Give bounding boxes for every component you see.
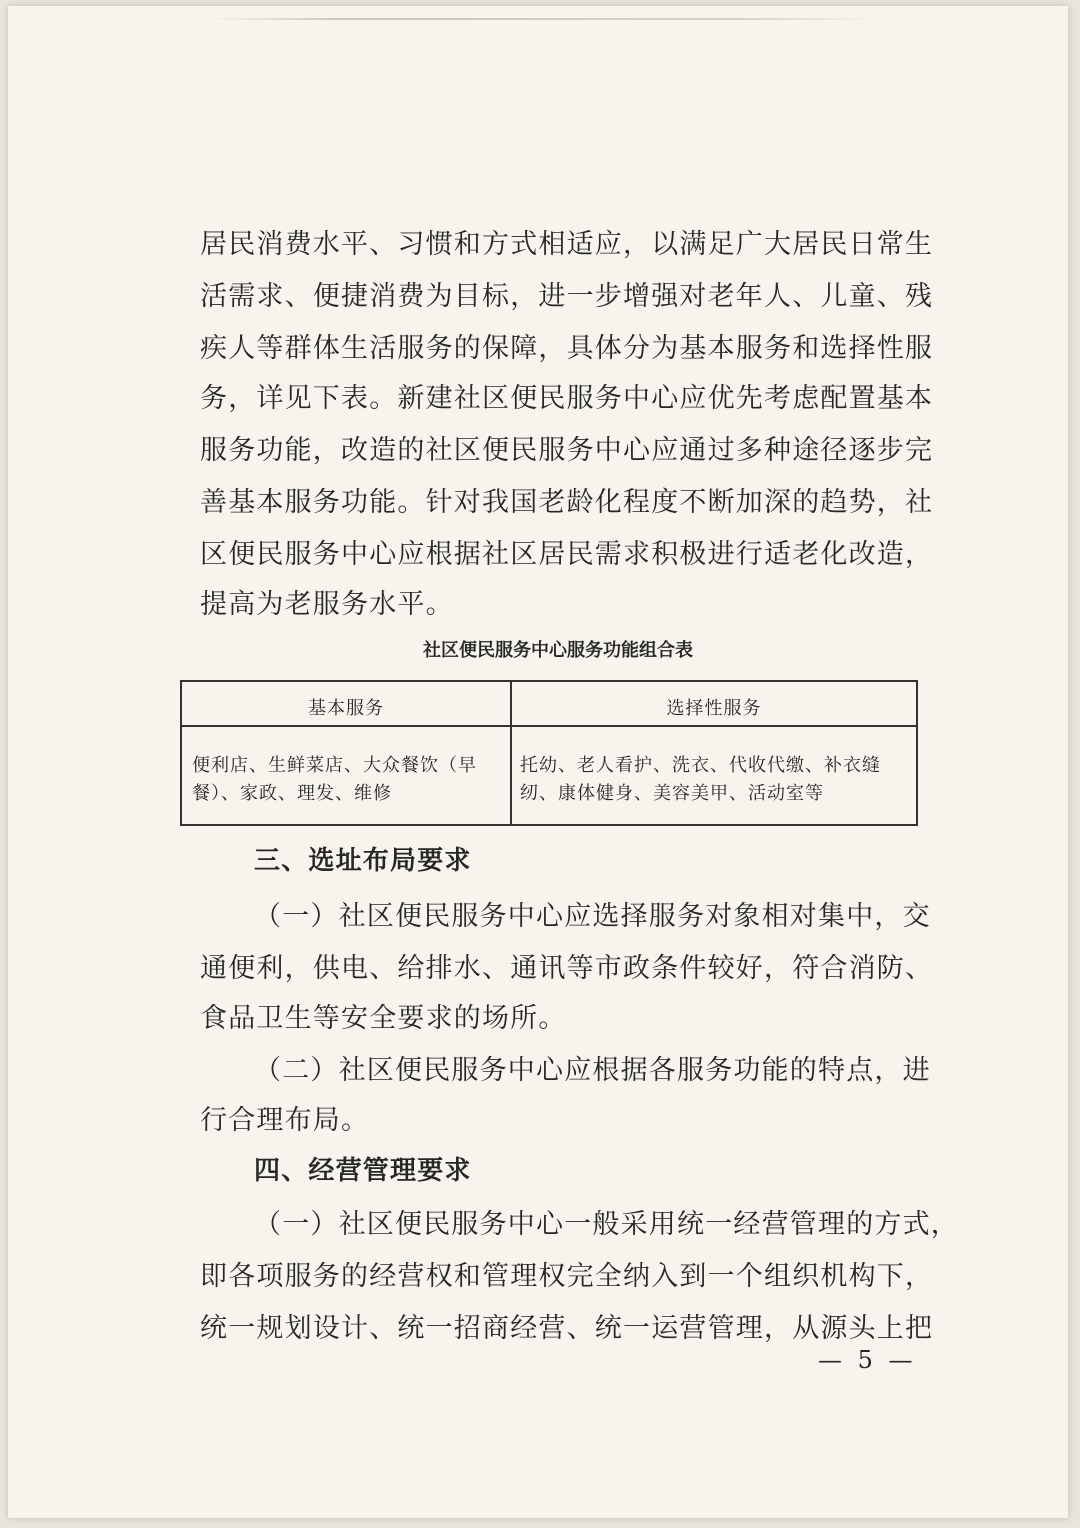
- service-function-table: [180, 680, 918, 826]
- text-line: 食品卫生等安全要求的场所。: [200, 1003, 567, 1034]
- text-line: 服务功能，改造的社区便民服务中心应通过多种途径逐步完: [200, 435, 934, 466]
- scan-edge-line: [208, 18, 878, 20]
- text-line: 疾人等群体生活服务的保障，具体分为基本服务和选择性服: [200, 333, 934, 364]
- text-line: 通便利，供电、给排水、通讯等市政条件较好，符合消防、: [200, 953, 934, 984]
- table-title: 社区便民服务中心服务功能组合表: [423, 640, 693, 661]
- section-heading-3: 三、选址布局要求: [254, 846, 472, 876]
- text-line: 居民消费水平、习惯和方式相适应，以满足广大居民日常生: [200, 229, 934, 260]
- text-line: 提高为老服务水平。: [200, 589, 454, 620]
- text-line: （一）社区便民服务中心一般采用统一经营管理的方式，: [254, 1209, 959, 1240]
- text-line: 活需求、便捷消费为目标，进一步增强对老年人、儿童、残: [200, 281, 934, 312]
- text-line: 区便民服务中心应根据社区居民需求积极进行适老化改造，: [200, 539, 934, 570]
- page-number: — 5 —: [818, 1346, 917, 1374]
- table-header-basic: 基本服务: [308, 698, 384, 719]
- cell-line: 便利店、生鲜菜店、大众餐饮（早: [192, 755, 477, 776]
- text-line: （一）社区便民服务中心应选择服务对象相对集中，交: [254, 901, 931, 932]
- cell-line: 托幼、老人看护、洗衣、代收代缴、补衣缝: [520, 755, 881, 776]
- cell-line: 纫、康体健身、美容美甲、活动室等: [520, 783, 824, 804]
- table-cell-basic: [192, 752, 508, 808]
- text-line: 行合理布局。: [200, 1105, 370, 1136]
- table-header-optional: 选择性服务: [666, 698, 762, 719]
- text-line: 即各项服务的经营权和管理权完全纳入到一个组织机构下，: [200, 1261, 934, 1292]
- section-heading-4: 四、经营管理要求: [254, 1156, 472, 1186]
- table-header-divider: [182, 725, 916, 727]
- table-cell-optional: [520, 752, 916, 808]
- text-line: （二）社区便民服务中心应根据各服务功能的特点，进: [254, 1055, 931, 1086]
- text-line: 务，详见下表。新建社区便民服务中心应优先考虑配置基本: [200, 383, 934, 414]
- cell-line: 餐）、家政、理发、维修: [192, 783, 392, 804]
- document-page: [8, 6, 1068, 1518]
- text-line: 善基本服务功能。针对我国老龄化程度不断加深的趋势，社: [200, 487, 934, 518]
- text-line: 统一规划设计、统一招商经营、统一运营管理，从源头上把: [200, 1313, 934, 1344]
